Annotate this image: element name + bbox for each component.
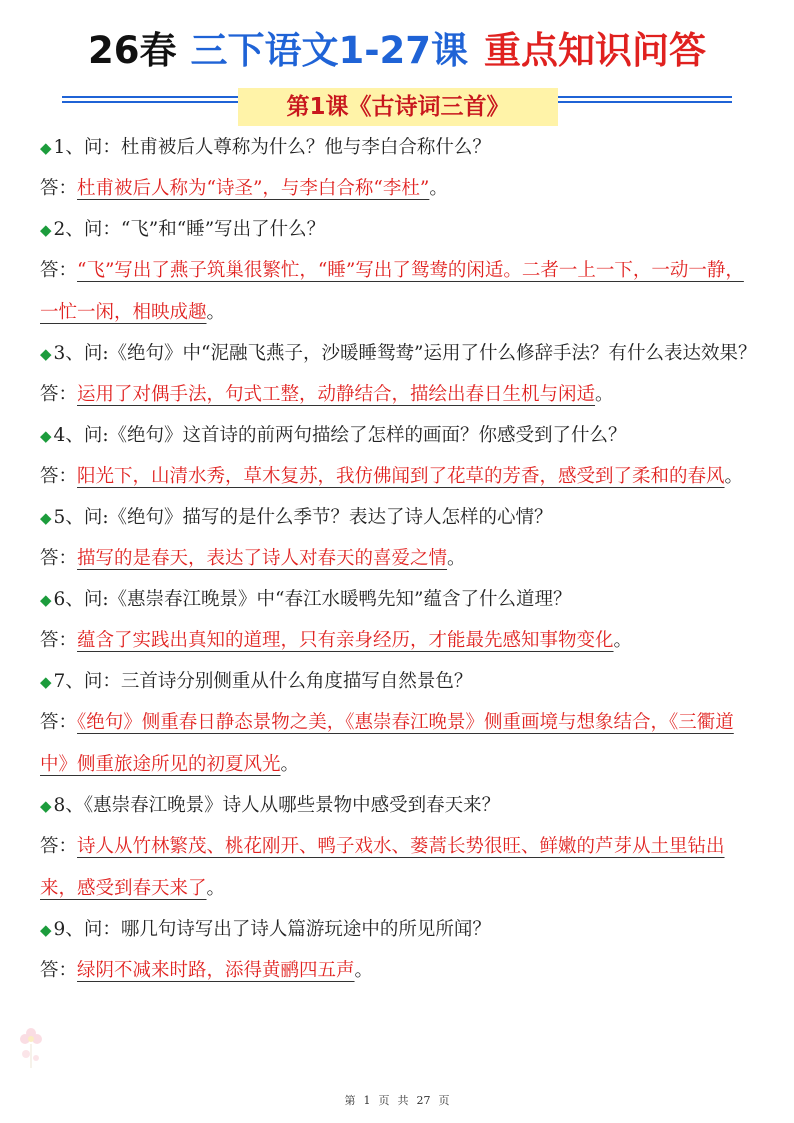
diamond-bullet-icon: ◆: [40, 345, 52, 363]
answer-item: [40, 620, 758, 662]
question-item: [40, 786, 758, 826]
answer-label: 答：: [40, 466, 78, 487]
answer-item: [40, 538, 758, 580]
diamond-bullet-icon: ◆: [40, 591, 52, 609]
answer-text: 绿阴不减来时路，添得黄鹂四五声: [77, 960, 355, 981]
question-text: 1、问：杜甫被后人尊称为什么？他与李白合称什么？: [53, 137, 491, 158]
footer-text: 页: [378, 1094, 390, 1107]
answer-period: 。: [613, 630, 633, 651]
question-item: [40, 910, 758, 950]
answer-period: 。: [429, 178, 448, 199]
answer-label: 答：: [40, 260, 78, 281]
answer-text: 杜甫被后人称为“诗圣”，与李白合称“李杜”: [77, 178, 430, 199]
diamond-bullet-icon: ◆: [40, 921, 52, 939]
answer-label: 答：: [40, 712, 78, 733]
answer-item: [40, 950, 758, 992]
header-topic: 重点知识问答: [484, 29, 707, 72]
answer-item: [40, 826, 758, 910]
answer-label: 答：: [40, 836, 78, 857]
diamond-bullet-icon: ◆: [40, 221, 52, 239]
answer-label: 答：: [40, 548, 78, 569]
answer-period: 。: [206, 878, 226, 899]
answer-item: [40, 702, 758, 786]
answer-text: 《绝句》侧重春日静态景物之美，《惠崇春江晚景》侧重画境与想象结合，《三衢道中》侧重旅途所见的初夏风光: [40, 712, 734, 775]
diamond-bullet-icon: ◆: [40, 509, 52, 527]
footer-page-total: 27: [416, 1094, 431, 1107]
diamond-bullet-icon: ◆: [40, 139, 52, 157]
question-text: 5、问:《绝句》描写的是什么季节？表达了诗人怎样的心情？: [53, 507, 553, 528]
question-item: [40, 580, 758, 620]
header-prefix: 26春: [87, 29, 177, 72]
footer-text: 共: [397, 1094, 409, 1107]
question-item: [40, 416, 758, 456]
flower-decoration-icon: [14, 1024, 48, 1070]
question-text: 8、《惠崇春江晚景》诗人从哪些景物中感受到春天来？: [53, 795, 501, 816]
question-text: 3、问:《绝句》中“泥融飞燕子，沙暖睡鸳鸯”运用了什么修辞手法？有什么表达效果？: [53, 343, 757, 364]
answer-item: [40, 250, 758, 334]
question-text: 2、问：“飞”和“睡”写出了什么？: [53, 219, 326, 240]
answer-text: “飞”写出了燕子筑巢很繁忙，“睡”写出了鸳鸯的闲适。二者一上一下，一动一静，一忙一闲，相映成趣: [40, 260, 744, 323]
lesson-title: 第1课《古诗词三首》: [286, 94, 510, 120]
answer-item: [40, 374, 758, 416]
answer-text: 诗人从竹林繁茂、桃花刚开、鸭子戏水、蒌蒿长势很旺、鲜嫩的芦芽从土里钻出来，感受到春天来了: [40, 836, 725, 899]
footer-text: 第: [344, 1094, 356, 1107]
answer-text: 蕴含了实践出真知的道理，只有亲身经历，才能最先感知事物变化: [77, 630, 614, 651]
diamond-bullet-icon: ◆: [40, 427, 52, 445]
question-item: [40, 498, 758, 538]
question-text: 9、问：哪几句诗写出了诗人篇游玩途中的所见所闻？: [53, 919, 491, 940]
answer-label: 答：: [40, 960, 78, 981]
answer-period: 。: [280, 754, 300, 775]
question-item: [40, 210, 758, 250]
answer-period: 。: [447, 548, 466, 569]
answer-text: 阳光下，山清水秀，草木复苏，我仿佛闻到了花草的芳香，感受到了柔和的春风: [77, 466, 725, 487]
answer-text: 描写的是春天，表达了诗人对春天的喜爱之情: [77, 548, 448, 569]
question-text: 4、问:《绝句》这首诗的前两句描绘了怎样的画面？你感受到了什么？: [53, 425, 627, 446]
question-text: 7、问：三首诗分别侧重从什么角度描写自然景色？: [53, 671, 473, 692]
diamond-bullet-icon: ◆: [40, 673, 52, 691]
diamond-bullet-icon: ◆: [40, 797, 52, 815]
header-subject: 三下语文1-27课: [190, 29, 469, 72]
answer-item: [40, 456, 758, 498]
answer-label: 答：: [40, 384, 78, 405]
question-text: 6、问:《惠崇春江晚景》中“春江水暖鸭先知”蕴含了什么道理？: [53, 589, 572, 610]
document-header: [0, 26, 794, 82]
answer-label: 答：: [40, 630, 78, 651]
footer-text: 页: [438, 1094, 450, 1107]
footer-page-number: 1: [363, 1094, 371, 1107]
question-item: [40, 662, 758, 702]
answer-period: 。: [724, 466, 744, 487]
question-item: [40, 334, 758, 374]
answer-period: 。: [354, 960, 374, 981]
page-footer: [0, 1092, 794, 1108]
qa-list: [40, 128, 758, 992]
answer-label: 答：: [40, 178, 78, 199]
answer-period: 。: [206, 302, 226, 323]
answer-item: [40, 168, 758, 210]
lesson-title-box: [238, 88, 558, 126]
question-item: [40, 128, 758, 168]
answer-text: 运用了对偶手法，句式工整，动静结合，描绘出春日生机与闲适: [77, 384, 596, 405]
answer-period: 。: [595, 384, 614, 405]
